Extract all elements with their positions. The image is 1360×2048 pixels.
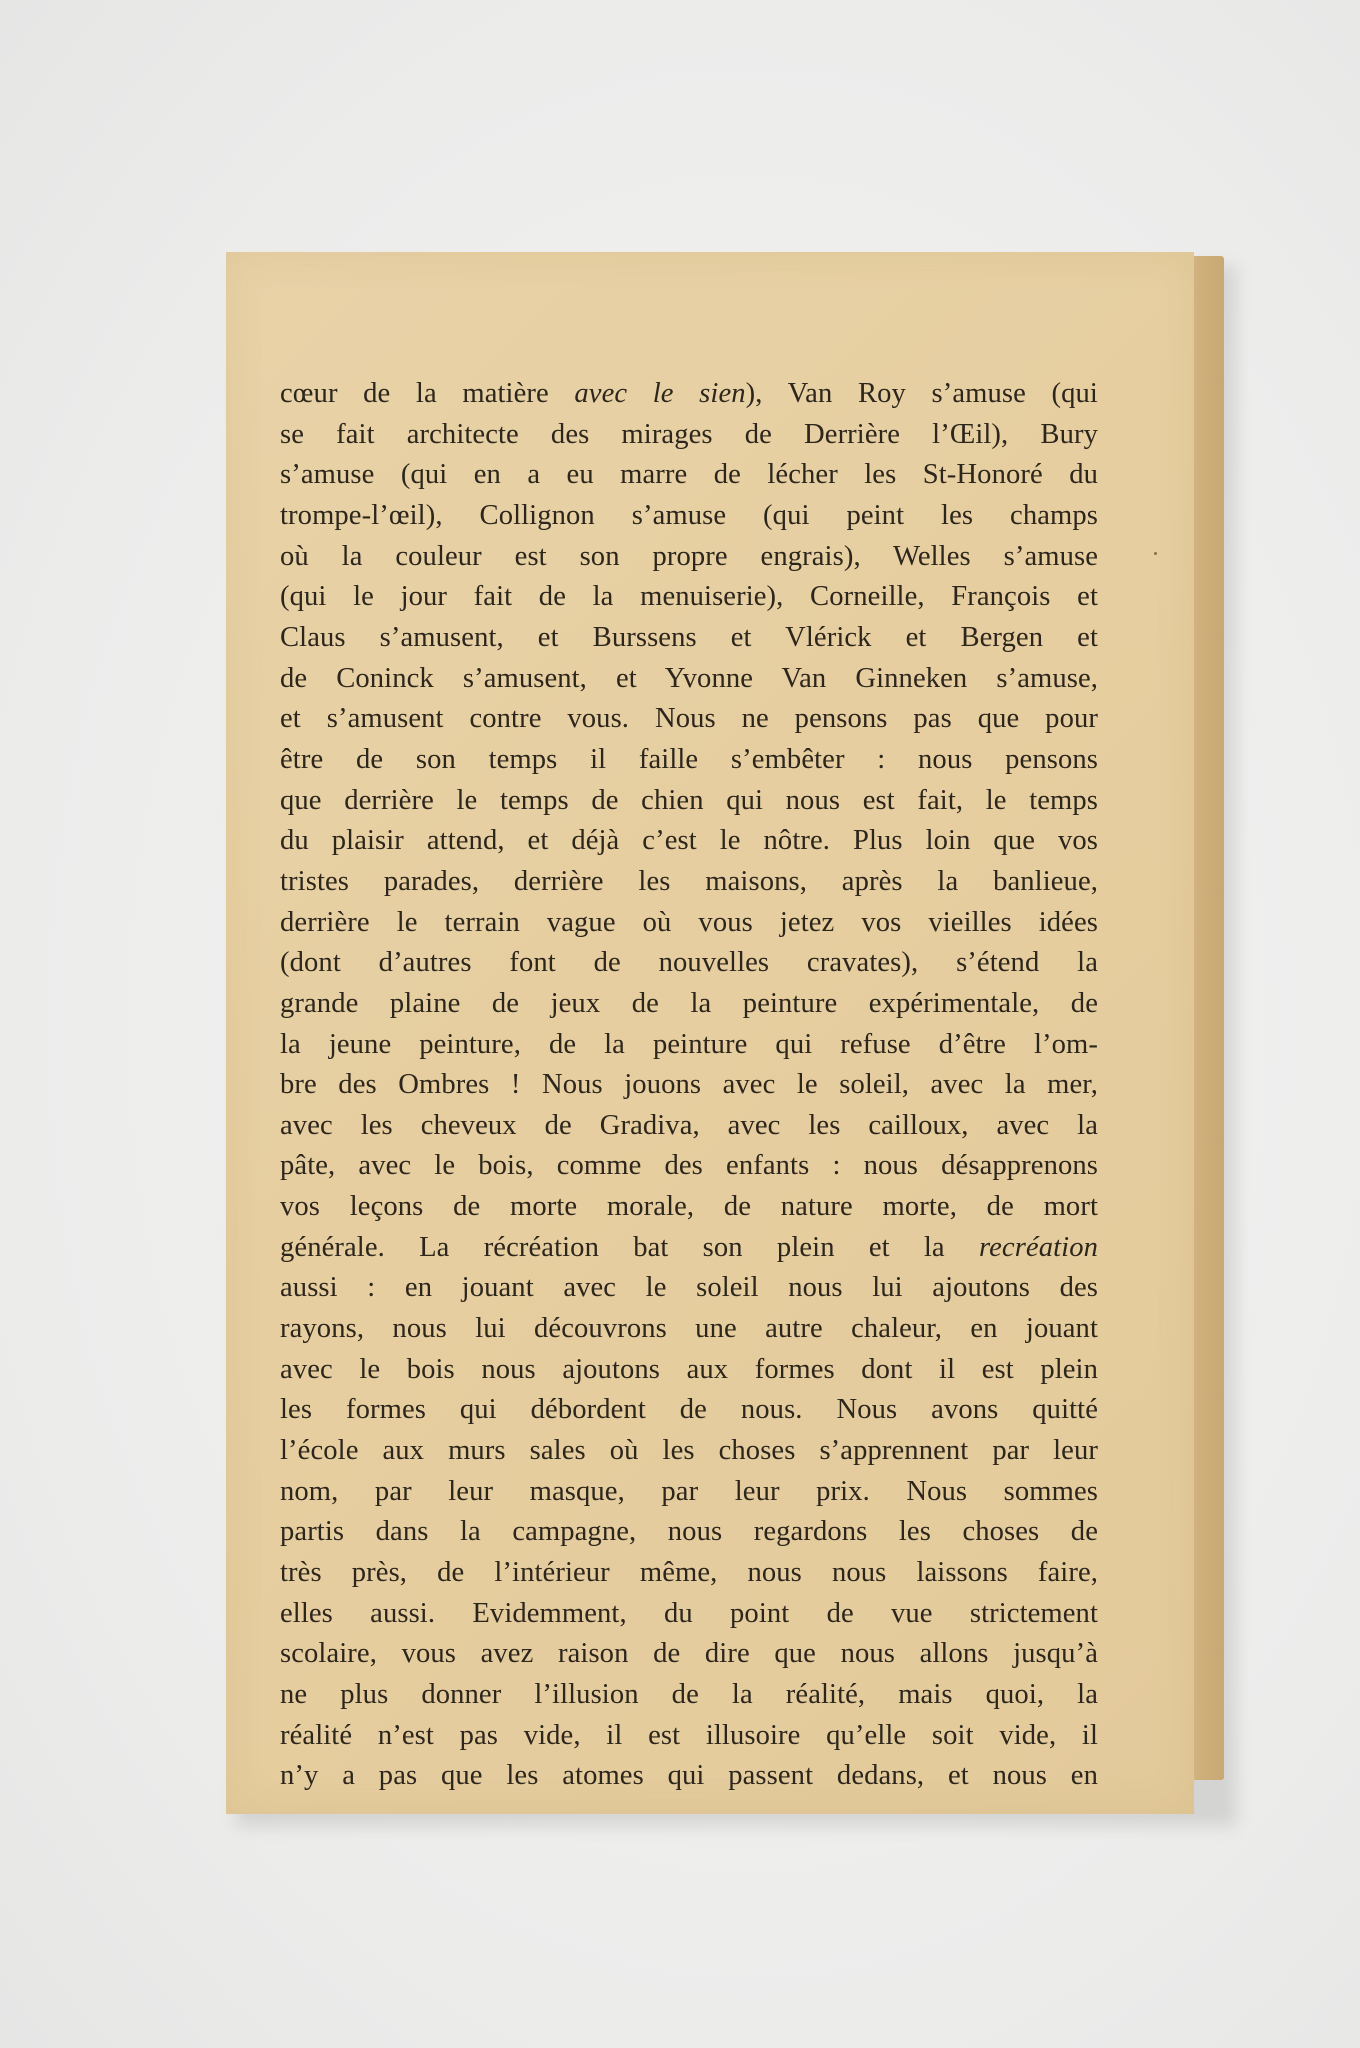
text-line: (dont d’autres font de nouvelles cravates), s’étend la — [280, 947, 1098, 979]
text-line: où la couleur est son propre engrais), Welles s’amuse — [280, 540, 1098, 572]
text-line: n’y a pas que les atomes qui passent dedans, et nous en — [280, 1760, 1098, 1792]
text-line: derrière le terrain vague où vous jetez vos vieilles idées — [280, 906, 1098, 938]
text-line: les formes qui débordent de nous. Nous avons quitté — [280, 1394, 1098, 1426]
text-line-post: ), Van Roy s’amuse (qui — [745, 378, 1098, 409]
text-line: scolaire, vous avez raison de dire que nous allons jusqu’à — [280, 1638, 1098, 1670]
text-line: trompe-l’œil), Collignon s’amuse (qui peint les champs — [280, 499, 1098, 531]
book-page — [226, 252, 1194, 1814]
text-line — [280, 374, 1098, 415]
text-line: nom, par leur masque, par leur prix. Nous sommes — [280, 1475, 1098, 1507]
text-line: se fait architecte des mirages de Derrière l’Œil), Bury — [280, 418, 1098, 450]
text-line: de Coninck s’amusent, et Yvonne Van Ginneken s’amuse, — [280, 662, 1098, 694]
text-line-pre: cœur de la matière — [280, 378, 575, 409]
text-line — [280, 1228, 1098, 1269]
text-line: (qui le jour fait de la menuiserie), Corneille, François et — [280, 581, 1098, 613]
text-line: et s’amusent contre vous. Nous ne pensons pas que pour — [280, 703, 1098, 735]
text-line: elles aussi. Evidemment, du point de vue strictement — [280, 1597, 1098, 1629]
italic-phrase: avec le sien — [574, 378, 746, 409]
text-line: partis dans la campagne, nous regardons les choses de — [280, 1516, 1098, 1548]
text-line: pâte, avec le bois, comme des enfants : nous désapprenons — [280, 1150, 1098, 1182]
text-line: que derrière le temps de chien qui nous est fait, le temps — [280, 784, 1098, 816]
text-line-pre: générale. La récréation bat son plein et la — [280, 1231, 979, 1263]
text-line: réalité n’est pas vide, il est illusoire qu’elle soit vide, il — [280, 1719, 1098, 1751]
text-line: l’école aux murs sales où les choses s’apprennent par leur — [280, 1435, 1098, 1467]
text-line: vos leçons de morte morale, de nature morte, de mort — [280, 1191, 1098, 1223]
text-line: du plaisir attend, et déjà c’est le nôtre. Plus loin que vos — [280, 825, 1098, 857]
text-line: Claus s’amusent, et Burssens et Vlérick et Bergen et — [280, 621, 1098, 653]
text-line: grande plaine de jeux de la peinture expérimentale, de — [280, 987, 1098, 1019]
text-line: avec le bois nous ajoutons aux formes dont il est plein — [280, 1353, 1098, 1385]
text-line: s’amuse (qui en a eu marre de lécher les St-Honoré du — [280, 459, 1098, 491]
text-line: ne plus donner l’illusion de la réalité, mais quoi, la — [280, 1679, 1098, 1710]
text-line: rayons, nous lui découvrons une autre chaleur, en jouant — [280, 1313, 1098, 1345]
text-line: la jeune peinture, de la peinture qui refuse d’être l’om- — [280, 1028, 1098, 1060]
text-line: très près, de l’intérieur même, nous nous laissons faire, — [280, 1557, 1098, 1589]
text-line: avec les cheveux de Gradiva, avec les cailloux, avec la — [280, 1109, 1098, 1141]
text-line: être de son temps il faille s’embêter : nous pensons — [280, 743, 1098, 775]
text-line: tristes parades, derrière les maisons, après la banlieue, — [280, 865, 1098, 897]
paper-speck — [1154, 552, 1157, 555]
text-line: aussi : en jouant avec le soleil nous lui ajoutons des — [280, 1272, 1098, 1304]
text-line: bre des Ombres ! Nous jouons avec le soleil, avec la mer, — [280, 1069, 1098, 1101]
body-text — [280, 374, 1098, 1797]
italic-phrase: recréation — [978, 1231, 1098, 1263]
